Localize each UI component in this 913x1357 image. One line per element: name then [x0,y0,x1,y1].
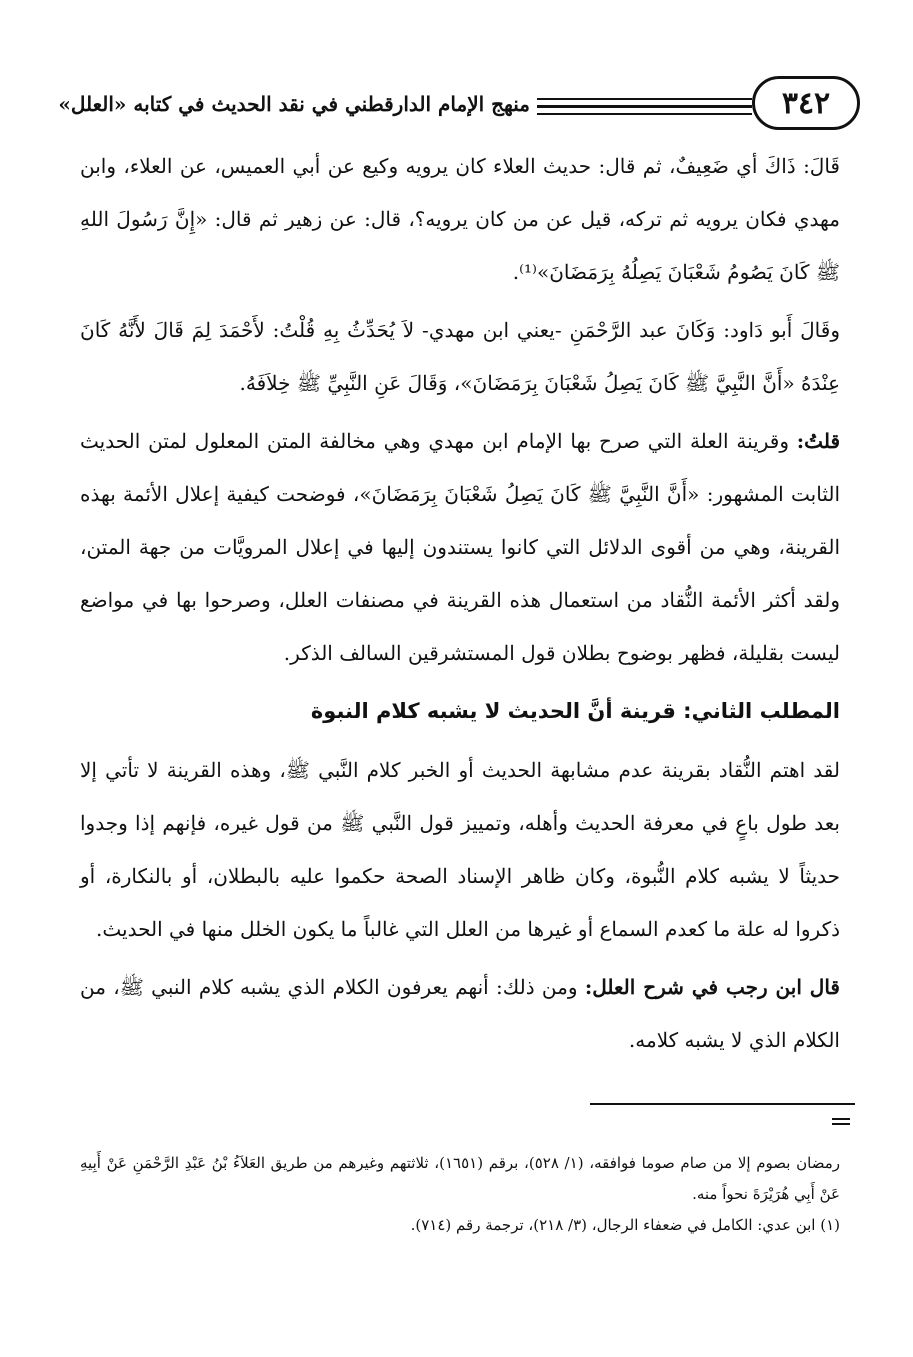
paragraph-3 [80,415,840,680]
page-number: ٣٤٢ [752,76,860,130]
section-heading: المطلب الثاني: قرينة أنَّ الحديث لا يشبه كلام النبوة [310,699,840,723]
paragraph-4: لقد اهتم النُّقاد بقرينة عدم مشابهة الحديث أو الخبر كلام النَّبي ﷺ، وهذه القرينة لا تأتي إلا بعد طول باعٍ في معرفة الحديث وأهله، وتمييز قول النَّبي ﷺ من قول غيره، فإنهم إذا وجدوا حديثاً لا يشبه كلام النُّبوة، وكان ظاهر الإسناد الصحة حكموا عليه بالبطلان، أو بالنكارة، أو ذكروا له علة ما كعدم السماع أو غيرها من العلل التي غالباً ما يكون الخلل منها في الحديث. [80,758,840,941]
paragraph-5-lead: قال ابن رجب في شرح العلل: [584,975,840,999]
footnote-1: (١) ابن عدي: الكامل في ضعفاء الرجال، (٣/ ٢١٨)، ترجمة رقم (٧١٤). [410,1216,840,1234]
paragraph-5 [80,961,840,1067]
paragraph-3-lead: قلتُ: [796,429,840,453]
footnote-continued: رمضان بصوم إلا من صام صوما فوافقه، (١/ ٥٢٨)، برقم (١٦٥١)، ثلاثتهم وغيرهم من طريق العَلاَءُ بْنُ عَبْدِ الرَّحْمَنِ عَنْ أَبِيهِ عَنْ أَبِي هُرَيْرَةَ نحواً منه. [80,1154,840,1203]
paragraph-3-text: وقرينة العلة التي صرح بها الإمام ابن مهدي وهي مخالفة المتن المعلول لمتن الحديث الثابت المشهور: «أَنَّ النَّبِيَّ ﷺ كَانَ يَصِلُ شَعْبَانَ بِرَمَضَانَ»، فوضحت كيفية إعلال الأئمة بهذه القرينة، وهي من أقوى الدلائل التي كانوا يستندون إليها في إعلال المرويَّات من جهة المتن، ولقد أكثر الأئمة النُّقاد من استعمال هذه القرينة في مصنفات العلل، وصرحوا بها في مواضع ليست بقليلة، فظهر بوضوح بطلان قول المستشرقين السالف الذكر. [80,429,840,665]
footnotes [80,1148,840,1241]
paragraph-2: وقَالَ أَبو دَاود: وَكَانَ عبد الرَّحْمَنِ -يعني ابن مهدي- لاَ يُحَدِّثُ بِهِ قُلْتُ: لأَحْمَدَ لِمَ قَالَ لأَنَّهُ كَانَ عِنْدَهُ «أَنَّ النَّبِيَّ ﷺ كَانَ يَصِلُ شَعْبَانَ بِرَمَضَانَ»، وَقَالَ عَنِ النَّبِيِّ ﷺ خِلاَفَهُ. [80,318,840,395]
footnote-continuation-mark [832,1118,850,1128]
running-title: منهج الإمام الدارقطني في نقد الحديث في كتابه «العلل» [58,92,530,116]
paragraph-1: قَالَ: ذَاكَ أي ضَعِيفٌ، ثم قال: حديث العلاء كان يرويه وكيع عن أبي العميس، عن العلاء، وابن مهدي فكان يرويه ثم تركه، قيل عن من كان يرويه؟، قال: عن زهير ثم قال: «إِنَّ رَسُولَ اللهِ ﷺ كَانَ يَصُومُ شَعْبَانَ يَصِلُهُ بِرَمَضَانَ»⁽¹⁾. [80,154,840,284]
page-header [58,68,860,138]
header-rule [537,98,752,120]
footnote-separator [590,1103,855,1105]
main-text [80,140,840,1072]
paragraph-5-text: ومن ذلك: أنهم يعرفون الكلام الذي يشبه كلام النبي ﷺ، من الكلام الذي لا يشبه كلامه. [80,975,840,1052]
